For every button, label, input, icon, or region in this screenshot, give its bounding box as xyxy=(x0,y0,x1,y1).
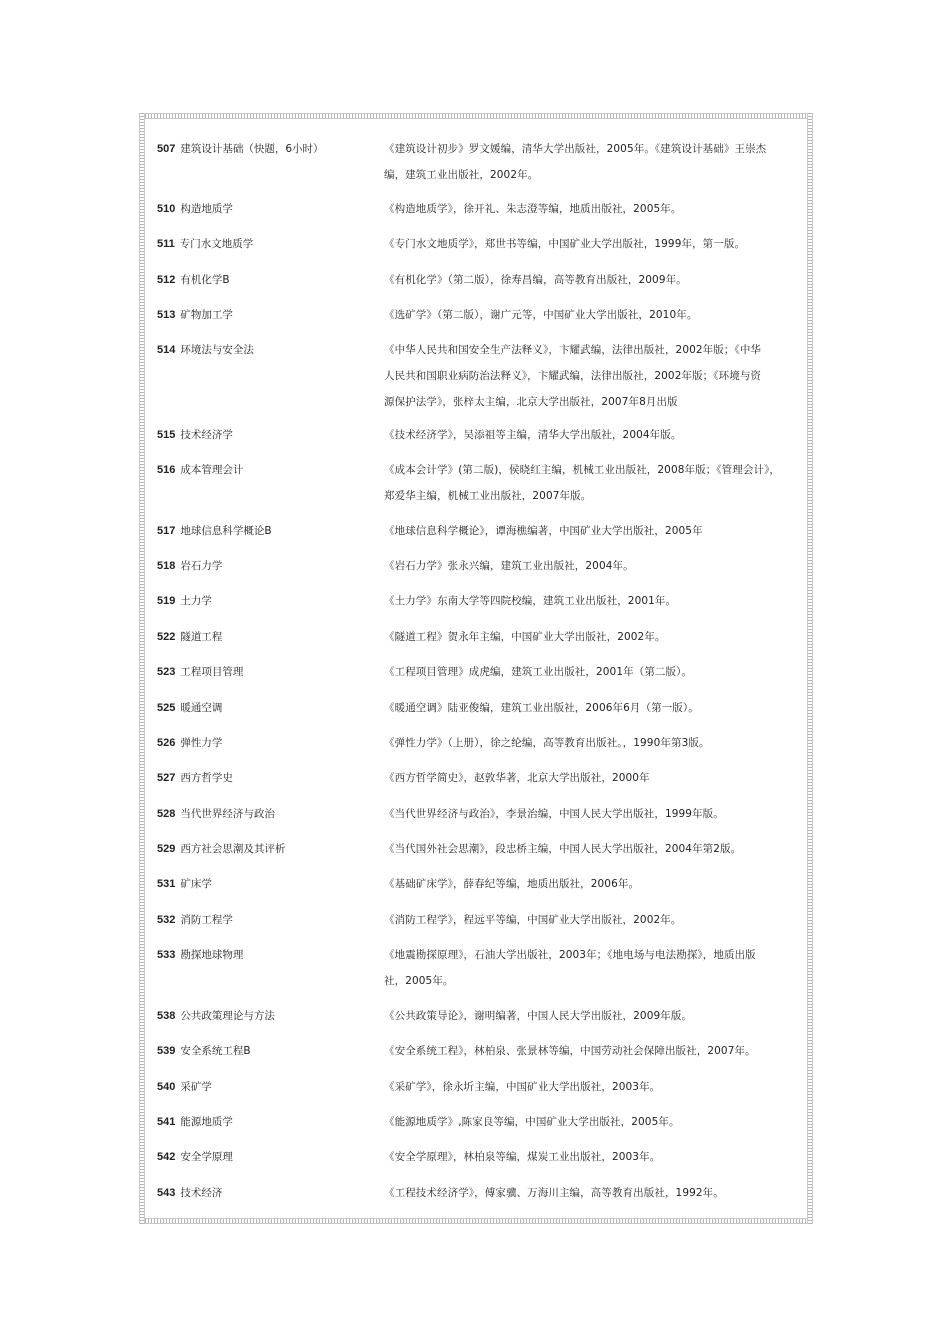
reference-line: 《当代世界经济与政治》，李景治编，中国人民大学出版社，1999年版。 xyxy=(384,808,724,820)
course-cell xyxy=(157,1038,377,1064)
course-name: 建筑设计基础（快题，6小时） xyxy=(180,143,324,155)
course-cell xyxy=(157,588,377,614)
course-name: 岩石力学 xyxy=(180,560,223,572)
course-cell xyxy=(157,337,377,363)
course-cell xyxy=(157,765,377,791)
course-name: 安全学原理 xyxy=(180,1151,233,1163)
course-cell xyxy=(157,836,377,862)
course-cell xyxy=(157,457,377,483)
reference-cell xyxy=(384,730,794,756)
reference-cell xyxy=(384,553,794,579)
course-code: 541 xyxy=(157,1116,176,1128)
course-code: 510 xyxy=(157,203,176,215)
reference-line: 《工程技术经济学》，傅家骥、万海川主编，高等教育出版社，1992年。 xyxy=(384,1187,724,1199)
course-name: 勘探地球物理 xyxy=(180,949,244,961)
course-code: 523 xyxy=(157,666,176,678)
reference-cell xyxy=(384,302,794,328)
reference-line: 人民共和国职业病防治法释义》，卞耀武编，法律出版社，2002年版；《环境与资 xyxy=(384,370,762,382)
reference-line: 编，建筑工业出版社，2002年。 xyxy=(384,169,539,181)
course-code: 528 xyxy=(157,808,176,820)
reference-cell xyxy=(384,136,794,188)
course-name: 西方哲学史 xyxy=(180,772,233,784)
reference-line: 《能源地质学》,陈家良等编，中国矿业大学出版社，2005年。 xyxy=(384,1116,680,1128)
reference-cell xyxy=(384,659,794,685)
reference-line: 《安全系统工程》，林柏泉、张景林等编，中国劳动社会保障出版社，2007年。 xyxy=(384,1045,756,1057)
reference-cell xyxy=(384,907,794,933)
reference-line: 《公共政策导论》，谢明编著，中国人民大学出版社，2009年版。 xyxy=(384,1010,693,1022)
reference-cell xyxy=(384,1038,794,1064)
course-name: 土力学 xyxy=(180,595,212,607)
course-cell xyxy=(157,136,377,162)
course-name: 成本管理会计 xyxy=(180,464,244,476)
reference-line: 《专门水文地质学》，郑世书等编，中国矿业大学出版社，1999年，第一版。 xyxy=(384,238,746,250)
course-name: 公共政策理论与方法 xyxy=(180,1010,275,1022)
course-name: 弹性力学 xyxy=(180,737,223,749)
course-name: 环境法与安全法 xyxy=(180,344,254,356)
reference-cell xyxy=(384,1144,794,1170)
course-cell xyxy=(157,422,377,448)
reference-cell xyxy=(384,871,794,897)
course-name: 安全系统工程B xyxy=(180,1045,251,1057)
reference-table xyxy=(139,113,813,1224)
reference-line: 《暖通空调》陆亚俊编，建筑工业出版社，2006年6月（第一版）。 xyxy=(384,702,699,714)
course-code: 526 xyxy=(157,737,176,749)
reference-cell xyxy=(384,231,794,257)
reference-line: 《岩石力学》张永兴编，建筑工业出版社，2004年。 xyxy=(384,560,634,572)
course-code: 525 xyxy=(157,702,176,714)
course-code: 533 xyxy=(157,949,176,961)
course-name: 能源地质学 xyxy=(180,1116,233,1128)
course-cell xyxy=(157,659,377,685)
reference-cell xyxy=(384,1074,794,1100)
reference-line: 《构造地质学》，徐开礼、朱志澄等编，地质出版社，2005年。 xyxy=(384,203,682,215)
reference-cell xyxy=(384,1003,794,1029)
course-code: 531 xyxy=(157,878,176,890)
reference-cell xyxy=(384,422,794,448)
course-code: 542 xyxy=(157,1151,176,1163)
course-cell xyxy=(157,196,377,222)
course-code: 538 xyxy=(157,1010,176,1022)
reference-line: 《西方哲学简史》，赵敦华著，北京大学出版社，2000年 xyxy=(384,772,650,784)
reference-cell xyxy=(384,1180,794,1206)
course-code: 522 xyxy=(157,631,176,643)
course-code: 532 xyxy=(157,914,176,926)
reference-line: 《有机化学》（第二版），徐寿昌编，高等教育出版社，2009年。 xyxy=(384,274,687,286)
course-code: 513 xyxy=(157,309,176,321)
course-name: 采矿学 xyxy=(180,1081,212,1093)
course-cell xyxy=(157,1003,377,1029)
reference-cell xyxy=(384,624,794,650)
course-code: 512 xyxy=(157,274,176,286)
reference-cell xyxy=(384,337,794,415)
course-cell xyxy=(157,907,377,933)
reference-line: 郑爱华主编，机械工业出版社，2007年版。 xyxy=(384,490,592,502)
course-name: 暖通空调 xyxy=(180,702,223,714)
table-rows xyxy=(139,113,813,1224)
course-cell xyxy=(157,267,377,293)
course-name: 构造地质学 xyxy=(180,203,233,215)
reference-line: 《消防工程学》，程远平等编，中国矿业大学出版社，2002年。 xyxy=(384,914,682,926)
course-name: 矿物加工学 xyxy=(180,309,233,321)
course-cell xyxy=(157,1109,377,1135)
course-code: 543 xyxy=(157,1187,176,1199)
course-name: 地球信息科学概论B xyxy=(180,525,272,537)
reference-cell xyxy=(384,765,794,791)
reference-line: 《基础矿床学》，薛春纪等编，地质出版社，2006年。 xyxy=(384,878,640,890)
reference-cell xyxy=(384,695,794,721)
course-cell xyxy=(157,553,377,579)
course-cell xyxy=(157,1074,377,1100)
course-name: 专门水文地质学 xyxy=(179,238,254,250)
course-cell xyxy=(157,695,377,721)
course-name: 消防工程学 xyxy=(180,914,233,926)
reference-cell xyxy=(384,801,794,827)
course-code: 507 xyxy=(157,143,176,155)
reference-line: 《中华人民共和国安全生产法释义》，卞耀武编，法律出版社，2002年版；《中华 xyxy=(384,344,762,356)
reference-line: 《隧道工程》贺永年主编，中国矿业大学出版社，2002年。 xyxy=(384,631,666,643)
course-cell xyxy=(157,871,377,897)
course-code: 515 xyxy=(157,429,176,441)
reference-cell xyxy=(384,518,794,544)
course-name: 矿床学 xyxy=(180,878,212,890)
reference-line: 源保护法学》，张梓太主编，北京大学出版社，2007年8月出版 xyxy=(384,396,678,408)
reference-line: 《技术经济学》，吴添祖等主编，清华大学出版社，2004年版。 xyxy=(384,429,682,441)
course-code: 514 xyxy=(157,344,176,356)
reference-line: 《成本会计学》(第二版)，侯晓红主编，机械工业出版社，2008年版；《管理会计》， xyxy=(384,464,781,476)
course-name: 西方社会思潮及其评析 xyxy=(180,843,286,855)
course-code: 527 xyxy=(157,772,176,784)
reference-line: 《地球信息科学概论》，谭海樵编著，中国矿业大学出版社，2005年 xyxy=(384,525,703,537)
reference-cell xyxy=(384,1109,794,1135)
course-cell xyxy=(157,1180,377,1206)
course-cell xyxy=(157,1144,377,1170)
reference-cell xyxy=(384,267,794,293)
reference-line: 《地震勘探原理》，石油大学出版社，2003年；《地电场与电法勘探》，地质出版 xyxy=(384,949,756,961)
reference-cell xyxy=(384,457,794,509)
course-code: 511 xyxy=(157,238,175,250)
course-code: 516 xyxy=(157,464,176,476)
reference-line: 《建筑设计初步》罗文媛编，清华大学出版社，2005年。《建筑设计基础》王崇杰 xyxy=(384,143,767,155)
reference-line: 《选矿学》（第二版），谢广元等，中国矿业大学出版社，2010年。 xyxy=(384,309,698,321)
course-cell xyxy=(157,231,377,257)
course-name: 隧道工程 xyxy=(180,631,223,643)
course-code: 518 xyxy=(157,560,176,572)
course-name: 技术经济 xyxy=(180,1187,223,1199)
reference-cell xyxy=(384,196,794,222)
course-name: 工程项目管理 xyxy=(180,666,244,678)
course-code: 529 xyxy=(157,843,176,855)
course-cell xyxy=(157,730,377,756)
course-code: 517 xyxy=(157,525,176,537)
reference-line: 社，2005年。 xyxy=(384,975,454,987)
course-cell xyxy=(157,302,377,328)
course-cell xyxy=(157,801,377,827)
course-cell xyxy=(157,624,377,650)
reference-line: 《安全学原理》，林柏泉等编，煤炭工业出版社，2003年。 xyxy=(384,1151,661,1163)
reference-cell xyxy=(384,942,794,994)
reference-line: 《工程项目管理》成虎编，建筑工业出版社，2001年（第二版）。 xyxy=(384,666,693,678)
course-cell xyxy=(157,518,377,544)
course-name: 有机化学B xyxy=(180,274,230,286)
reference-line: 《当代国外社会思潮》，段忠桥主编，中国人民大学出版社，2004年第2版。 xyxy=(384,843,742,855)
reference-line: 《采矿学》，徐永圻主编，中国矿业大学出版社，2003年。 xyxy=(384,1081,661,1093)
reference-line: 《土力学》东南大学等四院校编，建筑工业出版社，2001年。 xyxy=(384,595,677,607)
course-code: 540 xyxy=(157,1081,176,1093)
course-code: 519 xyxy=(157,595,176,607)
reference-cell xyxy=(384,836,794,862)
reference-line: 《弹性力学》（上册），徐之纶编，高等教育出版社。，1990年第3版。 xyxy=(384,737,710,749)
course-cell xyxy=(157,942,377,968)
course-name: 技术经济学 xyxy=(180,429,233,441)
course-name: 当代世界经济与政治 xyxy=(180,808,275,820)
reference-cell xyxy=(384,588,794,614)
course-code: 539 xyxy=(157,1045,176,1057)
